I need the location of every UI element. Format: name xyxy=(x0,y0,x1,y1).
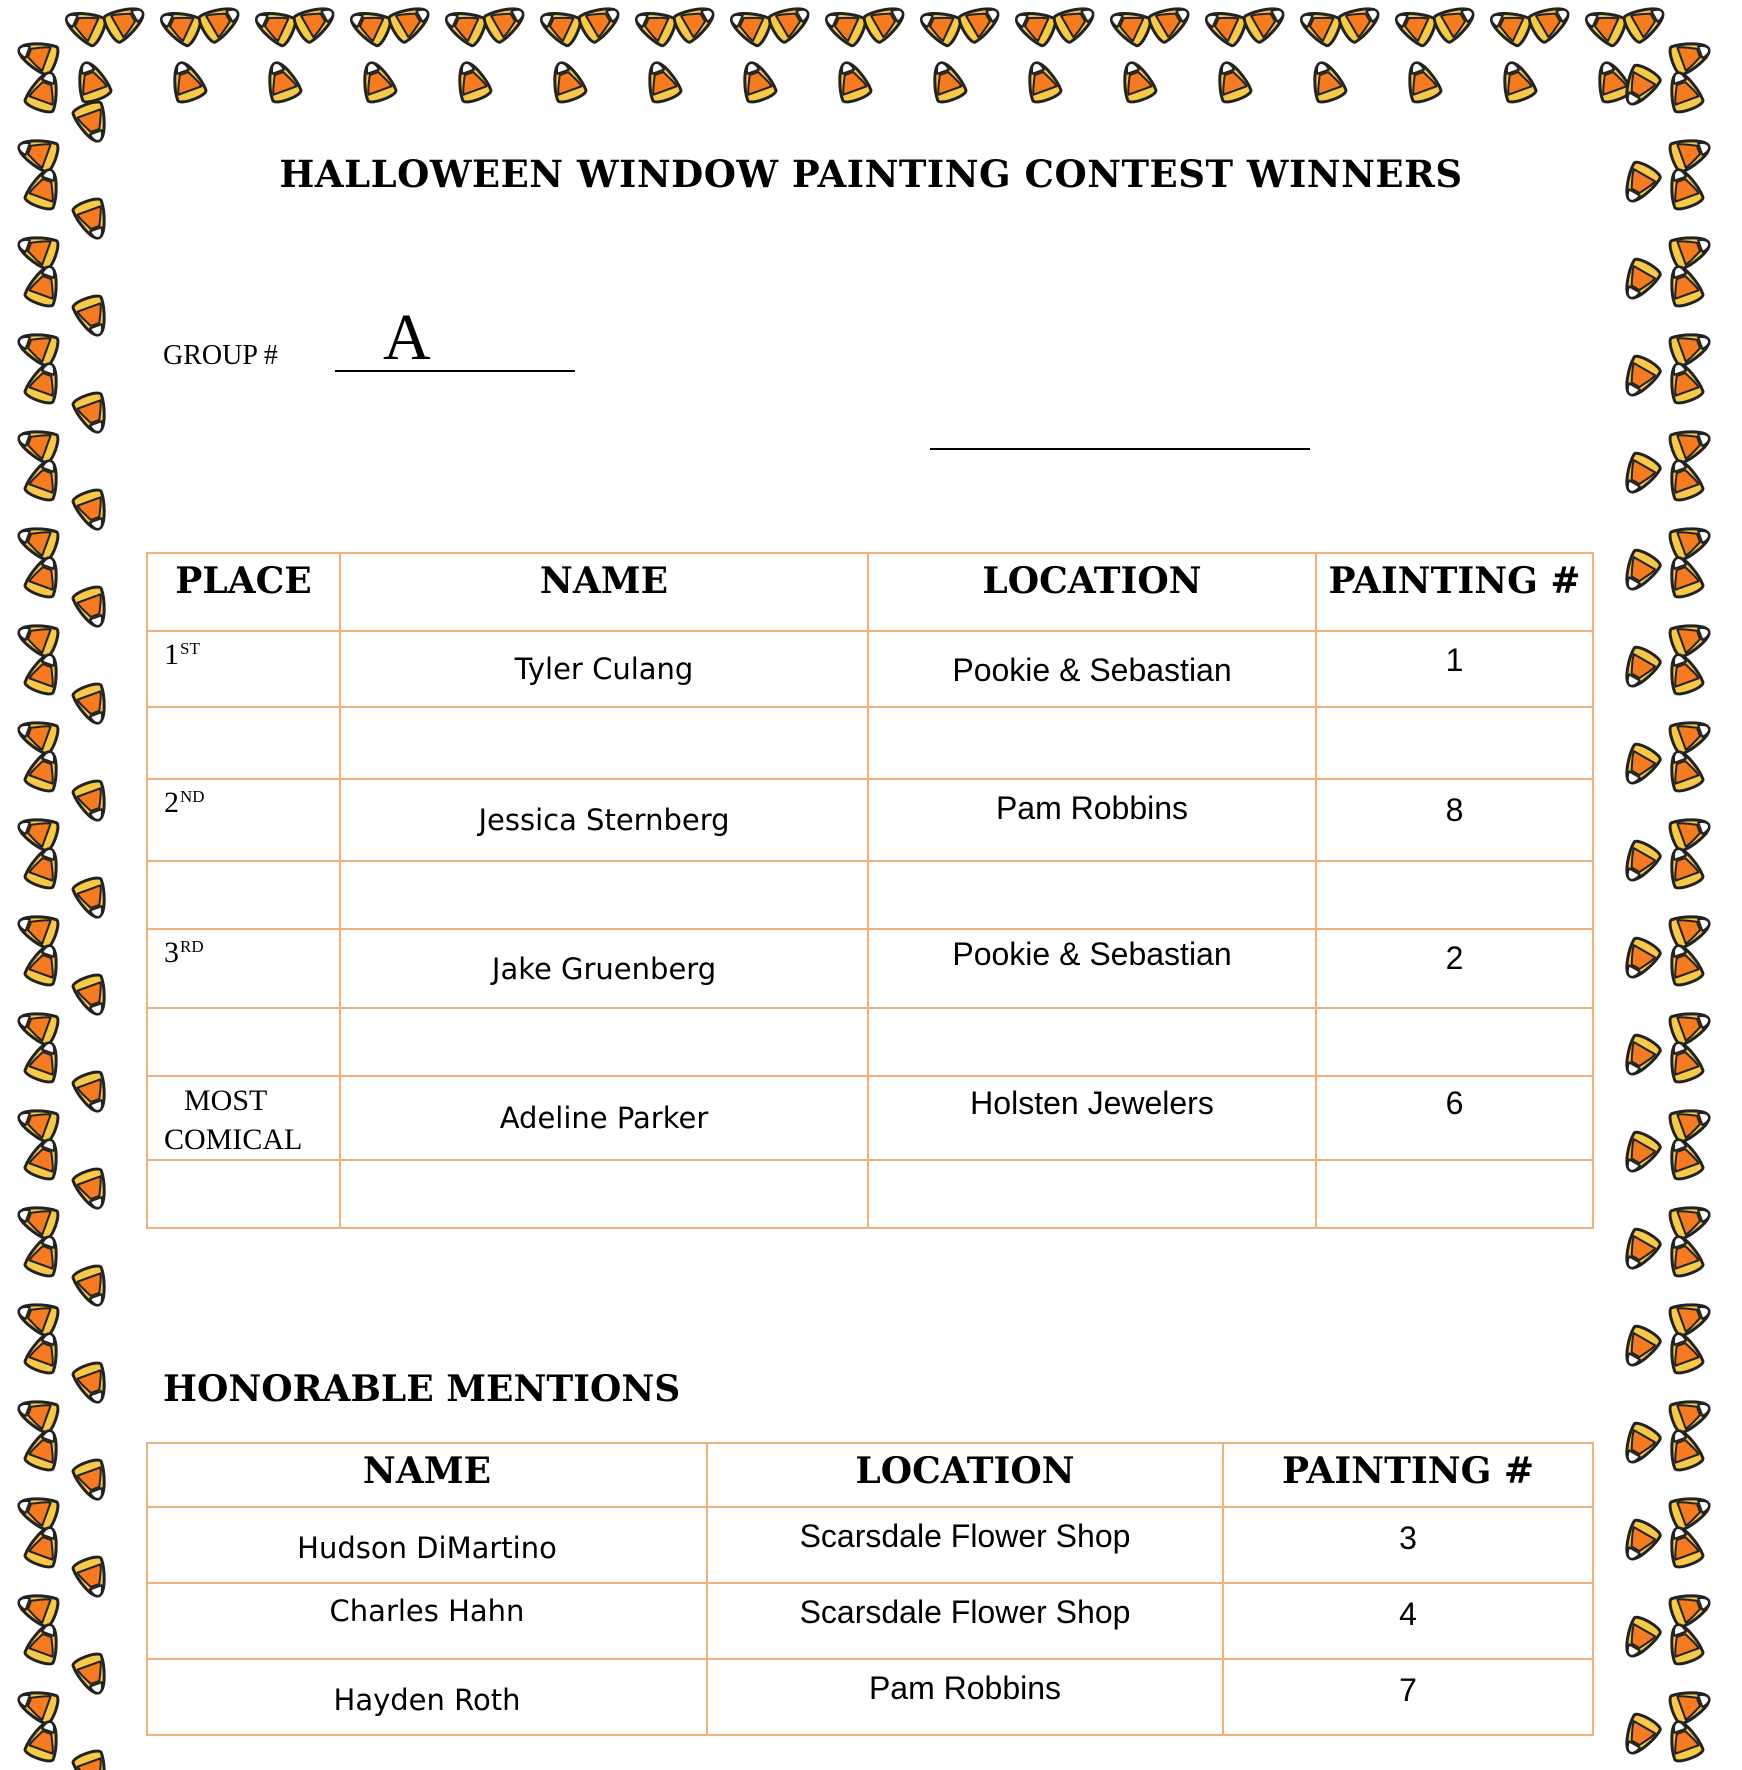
candy-corn-icon xyxy=(24,1426,65,1472)
candy-corn-icon xyxy=(1617,1129,1662,1177)
candy-corn-icon xyxy=(1621,0,1669,44)
candy-corn-icon xyxy=(14,1587,60,1628)
candy-corn-icon xyxy=(72,1360,113,1406)
empty-cell xyxy=(147,1008,340,1076)
candy-corn-icon xyxy=(1306,58,1347,104)
candy-corn-icon xyxy=(1663,1329,1704,1375)
candy-corn-icon xyxy=(24,1329,65,1375)
candy-corn-icon xyxy=(1617,256,1662,304)
candy-corn-icon xyxy=(261,58,302,104)
candy-corn-icon xyxy=(72,778,113,824)
place-suffix: RD xyxy=(180,937,204,956)
candy-corn-icon xyxy=(631,4,679,47)
table-row xyxy=(147,1659,1593,1735)
candy-corn-icon xyxy=(24,1523,65,1569)
candy-corn-icon xyxy=(1617,644,1662,692)
candy-corn-icon xyxy=(1336,0,1384,44)
candy-corn-icon xyxy=(1663,456,1704,502)
empty-cell xyxy=(147,707,340,779)
empty-cell xyxy=(868,707,1316,779)
candy-corn-icon xyxy=(1663,1620,1704,1666)
candy-corn-icon xyxy=(72,487,113,533)
candy-corn-icon xyxy=(1201,4,1249,47)
candy-corn-icon xyxy=(14,1393,60,1434)
empty-cell xyxy=(147,861,340,929)
location-cell: Pookie & Sebastian xyxy=(868,631,1316,707)
honorable-header-row xyxy=(147,1443,1593,1507)
empty-cell xyxy=(340,861,868,929)
candy-corn-icon xyxy=(14,1199,60,1240)
candy-corn-icon xyxy=(196,0,244,44)
candy-corn-icon xyxy=(14,423,60,464)
location-cell: Pam Robbins xyxy=(707,1659,1223,1735)
candy-corn-icon xyxy=(536,4,584,47)
candy-corn-icon xyxy=(1211,58,1252,104)
candy-corn-icon xyxy=(71,58,112,104)
candy-corn-icon xyxy=(1011,4,1059,47)
candy-corn-icon xyxy=(14,1490,60,1531)
candy-corn-icon xyxy=(1021,58,1062,104)
candy-corn-icon xyxy=(546,58,587,104)
place-cell xyxy=(147,1076,340,1160)
candy-corn-icon xyxy=(72,875,113,921)
candy-corn-icon xyxy=(24,650,65,696)
candy-corn-icon xyxy=(24,1232,65,1278)
candy-corn-icon xyxy=(72,1263,113,1309)
candy-corn-icon xyxy=(861,0,909,44)
candy-corn-icon xyxy=(1663,1426,1704,1472)
painting-number-cell: 4 xyxy=(1223,1583,1593,1659)
empty-cell xyxy=(868,1008,1316,1076)
table-row xyxy=(147,929,1593,1008)
name-cell: Hudson DiMartino xyxy=(147,1507,707,1583)
empty-row xyxy=(147,1008,1593,1076)
candy-corn-icon xyxy=(1617,1226,1662,1274)
empty-cell xyxy=(868,1160,1316,1228)
candy-corn-icon xyxy=(1617,838,1662,886)
candy-corn-icon xyxy=(1617,1323,1662,1371)
table-row xyxy=(147,631,1593,707)
candy-corn-icon xyxy=(1667,1296,1713,1337)
winners-table xyxy=(146,552,1594,1229)
candy-corn-icon xyxy=(1617,353,1662,401)
place-cell xyxy=(147,779,340,861)
location-cell: Pam Robbins xyxy=(868,779,1316,861)
place-line: MOST xyxy=(184,1084,268,1117)
candy-corn-icon xyxy=(1667,1490,1713,1531)
group-blank-line xyxy=(335,370,575,372)
candy-corn-icon xyxy=(72,99,113,145)
candy-corn-icon xyxy=(1667,811,1713,852)
candy-corn-icon xyxy=(14,520,60,561)
candy-corn-icon xyxy=(72,390,113,436)
candy-corn-icon xyxy=(641,58,682,104)
name-cell: Adeline Parker xyxy=(340,1076,868,1160)
candy-corn-icon xyxy=(1667,908,1713,949)
candy-corn-icon xyxy=(14,617,60,658)
name-cell: Jessica Sternberg xyxy=(340,779,868,861)
candy-corn-icon xyxy=(14,326,60,367)
candy-corn-icon xyxy=(14,229,60,270)
empty-row xyxy=(147,707,1593,779)
candy-corn-icon xyxy=(1617,1032,1662,1080)
candy-corn-icon xyxy=(24,68,65,114)
candy-corn-icon xyxy=(1663,1523,1704,1569)
candy-corn-icon xyxy=(1617,450,1662,498)
empty-row xyxy=(147,1160,1593,1228)
column-header-name: NAME xyxy=(147,1443,707,1507)
candy-corn-icon xyxy=(14,1102,60,1143)
candy-corn-icon xyxy=(1146,0,1194,44)
candy-corn-icon xyxy=(72,1457,113,1503)
painting-number-cell: 2 xyxy=(1316,929,1593,1008)
candy-corn-icon xyxy=(1106,4,1154,47)
candy-corn-icon xyxy=(1581,4,1629,47)
candy-corn-icon xyxy=(1667,714,1713,755)
candy-corn-icon xyxy=(1663,747,1704,793)
candy-corn-icon xyxy=(24,1717,65,1763)
empty-cell xyxy=(340,707,868,779)
candy-corn-icon xyxy=(766,0,814,44)
candy-corn-icon xyxy=(1667,229,1713,270)
column-header-painting: PAINTING # xyxy=(1316,553,1593,631)
group-value: A xyxy=(383,301,431,374)
place-number: 2 xyxy=(164,786,179,819)
candy-corn-icon xyxy=(1241,0,1289,44)
candy-corn-icon xyxy=(61,4,109,47)
candy-corn-icon xyxy=(1667,35,1713,76)
column-header-location: LOCATION xyxy=(707,1443,1223,1507)
location-cell: Scarsdale Flower Shop xyxy=(707,1583,1223,1659)
candy-corn-icon xyxy=(1617,1711,1662,1759)
location-cell: Pookie & Sebastian xyxy=(868,929,1316,1008)
candy-corn-icon xyxy=(14,908,60,949)
candy-corn-icon xyxy=(1431,0,1479,44)
candy-corn-icon xyxy=(72,1554,113,1600)
candy-corn-icon xyxy=(1663,650,1704,696)
candy-corn-icon xyxy=(736,58,777,104)
place-number: 1 xyxy=(164,638,179,671)
candy-corn-icon xyxy=(1617,1517,1662,1565)
candy-corn-icon xyxy=(24,359,65,405)
candy-corn-icon xyxy=(1663,1038,1704,1084)
candy-corn-icon xyxy=(726,4,774,47)
location-cell: Scarsdale Flower Shop xyxy=(707,1507,1223,1583)
page-title: HALLOWEEN WINDOW PAINTING CONTEST WINNERS xyxy=(279,152,1463,196)
empty-cell xyxy=(340,1160,868,1228)
candy-corn-icon xyxy=(1663,553,1704,599)
empty-cell xyxy=(868,861,1316,929)
table-row xyxy=(147,1507,1593,1583)
candy-corn-icon xyxy=(72,1166,113,1212)
painting-number-cell: 3 xyxy=(1223,1507,1593,1583)
candy-corn-icon xyxy=(1667,1005,1713,1046)
candy-corn-icon xyxy=(1663,941,1704,987)
candy-corn-icon xyxy=(441,4,489,47)
column-header-location: LOCATION xyxy=(868,553,1316,631)
candy-corn-icon xyxy=(166,58,207,104)
name-cell: Tyler Culang xyxy=(340,631,868,707)
candy-corn-icon xyxy=(1617,935,1662,983)
candy-corn-icon xyxy=(1391,4,1439,47)
candy-corn-icon xyxy=(1663,1717,1704,1763)
empty-cell xyxy=(1316,1008,1593,1076)
candy-corn-icon xyxy=(1296,4,1344,47)
place-line: COMICAL xyxy=(164,1123,303,1156)
table-row xyxy=(147,1583,1593,1659)
candy-corn-icon xyxy=(14,811,60,852)
candy-corn-icon xyxy=(451,58,492,104)
candy-corn-icon xyxy=(956,0,1004,44)
candy-corn-icon xyxy=(926,58,967,104)
place-cell xyxy=(147,631,340,707)
candy-corn-icon xyxy=(72,1651,113,1697)
candy-corn-icon xyxy=(821,4,869,47)
column-header-name: NAME xyxy=(340,553,868,631)
candy-corn-icon xyxy=(1663,262,1704,308)
empty-cell xyxy=(147,1160,340,1228)
candy-corn-icon xyxy=(481,0,529,44)
column-header-painting: PAINTING # xyxy=(1223,1443,1593,1507)
candy-corn-icon xyxy=(72,1069,113,1115)
candy-corn-icon xyxy=(14,1684,60,1725)
candy-corn-icon xyxy=(101,0,149,44)
honorable-mentions-table xyxy=(146,1442,1594,1736)
candy-corn-icon xyxy=(1051,0,1099,44)
painting-number-cell: 7 xyxy=(1223,1659,1593,1735)
empty-cell xyxy=(340,1008,868,1076)
candy-corn-icon xyxy=(1526,0,1574,44)
candy-corn-icon xyxy=(24,1038,65,1084)
candy-corn-icon xyxy=(386,0,434,44)
candy-corn-icon xyxy=(1663,1135,1704,1181)
candy-corn-icon xyxy=(1667,1102,1713,1143)
place-cell xyxy=(147,929,340,1008)
candy-corn-icon xyxy=(72,584,113,630)
candy-corn-icon xyxy=(346,4,394,47)
honorable-mentions-heading: HONORABLE MENTIONS xyxy=(163,1368,681,1410)
candy-corn-icon xyxy=(356,58,397,104)
candy-corn-icon xyxy=(24,844,65,890)
column-header-place: PLACE xyxy=(147,553,340,631)
candy-corn-icon xyxy=(24,1620,65,1666)
candy-corn-icon xyxy=(831,58,872,104)
candy-corn-icon xyxy=(576,0,624,44)
name-cell: Hayden Roth xyxy=(147,1659,707,1735)
candy-corn-icon xyxy=(14,1296,60,1337)
candy-corn-icon xyxy=(24,262,65,308)
candy-corn-icon xyxy=(1663,68,1704,114)
candy-corn-icon xyxy=(1617,1420,1662,1468)
candy-corn-icon xyxy=(1116,58,1157,104)
candy-corn-icon xyxy=(72,681,113,727)
candy-corn-icon xyxy=(14,35,60,76)
painting-number-cell: 1 xyxy=(1316,631,1593,707)
signature-blank-line xyxy=(930,448,1310,450)
location-cell: Holsten Jewelers xyxy=(868,1076,1316,1160)
candy-corn-icon xyxy=(1617,741,1662,789)
group-label: GROUP # xyxy=(163,340,278,371)
candy-corn-icon xyxy=(671,0,719,44)
candy-corn-icon xyxy=(72,1748,113,1770)
candy-corn-icon xyxy=(1496,58,1537,104)
painting-number-cell: 8 xyxy=(1316,779,1593,861)
candy-corn-icon xyxy=(24,1135,65,1181)
candy-corn-icon xyxy=(24,456,65,502)
place-suffix: ST xyxy=(180,639,200,658)
candy-corn-icon xyxy=(1663,844,1704,890)
candy-corn-icon xyxy=(156,4,204,47)
candy-corn-icon xyxy=(1617,1614,1662,1662)
empty-cell xyxy=(1316,707,1593,779)
candy-corn-icon xyxy=(1667,326,1713,367)
candy-corn-icon xyxy=(1663,359,1704,405)
empty-cell xyxy=(1316,861,1593,929)
candy-corn-icon xyxy=(1667,1199,1713,1240)
candy-corn-icon xyxy=(14,1005,60,1046)
painting-number-cell: 6 xyxy=(1316,1076,1593,1160)
candy-corn-icon xyxy=(14,714,60,755)
candy-corn-icon xyxy=(1667,617,1713,658)
name-cell: Jake Gruenberg xyxy=(340,929,868,1008)
candy-corn-icon xyxy=(916,4,964,47)
candy-corn-icon xyxy=(24,941,65,987)
candy-corn-icon xyxy=(72,293,113,339)
table-row xyxy=(147,779,1593,861)
candy-corn-icon xyxy=(1667,423,1713,464)
candy-corn-icon xyxy=(1667,520,1713,561)
candy-corn-icon xyxy=(1667,1684,1713,1725)
place-number: 3 xyxy=(164,936,179,969)
candy-corn-icon xyxy=(251,4,299,47)
name-cell: Charles Hahn xyxy=(147,1583,707,1659)
candy-corn-icon xyxy=(1486,4,1534,47)
table-row xyxy=(147,1076,1593,1160)
candy-corn-icon xyxy=(1667,1587,1713,1628)
candy-corn-icon xyxy=(1667,1393,1713,1434)
candy-corn-icon xyxy=(72,196,113,242)
candy-corn-icon xyxy=(1617,547,1662,595)
candy-corn-icon xyxy=(24,747,65,793)
candy-corn-icon xyxy=(72,972,113,1018)
candy-corn-icon xyxy=(24,553,65,599)
empty-row xyxy=(147,861,1593,929)
candy-corn-icon xyxy=(1663,1232,1704,1278)
place-suffix: ND xyxy=(180,787,205,806)
winners-header-row xyxy=(147,553,1593,631)
candy-corn-icon xyxy=(1401,58,1442,104)
empty-cell xyxy=(1316,1160,1593,1228)
candy-corn-icon xyxy=(291,0,339,44)
